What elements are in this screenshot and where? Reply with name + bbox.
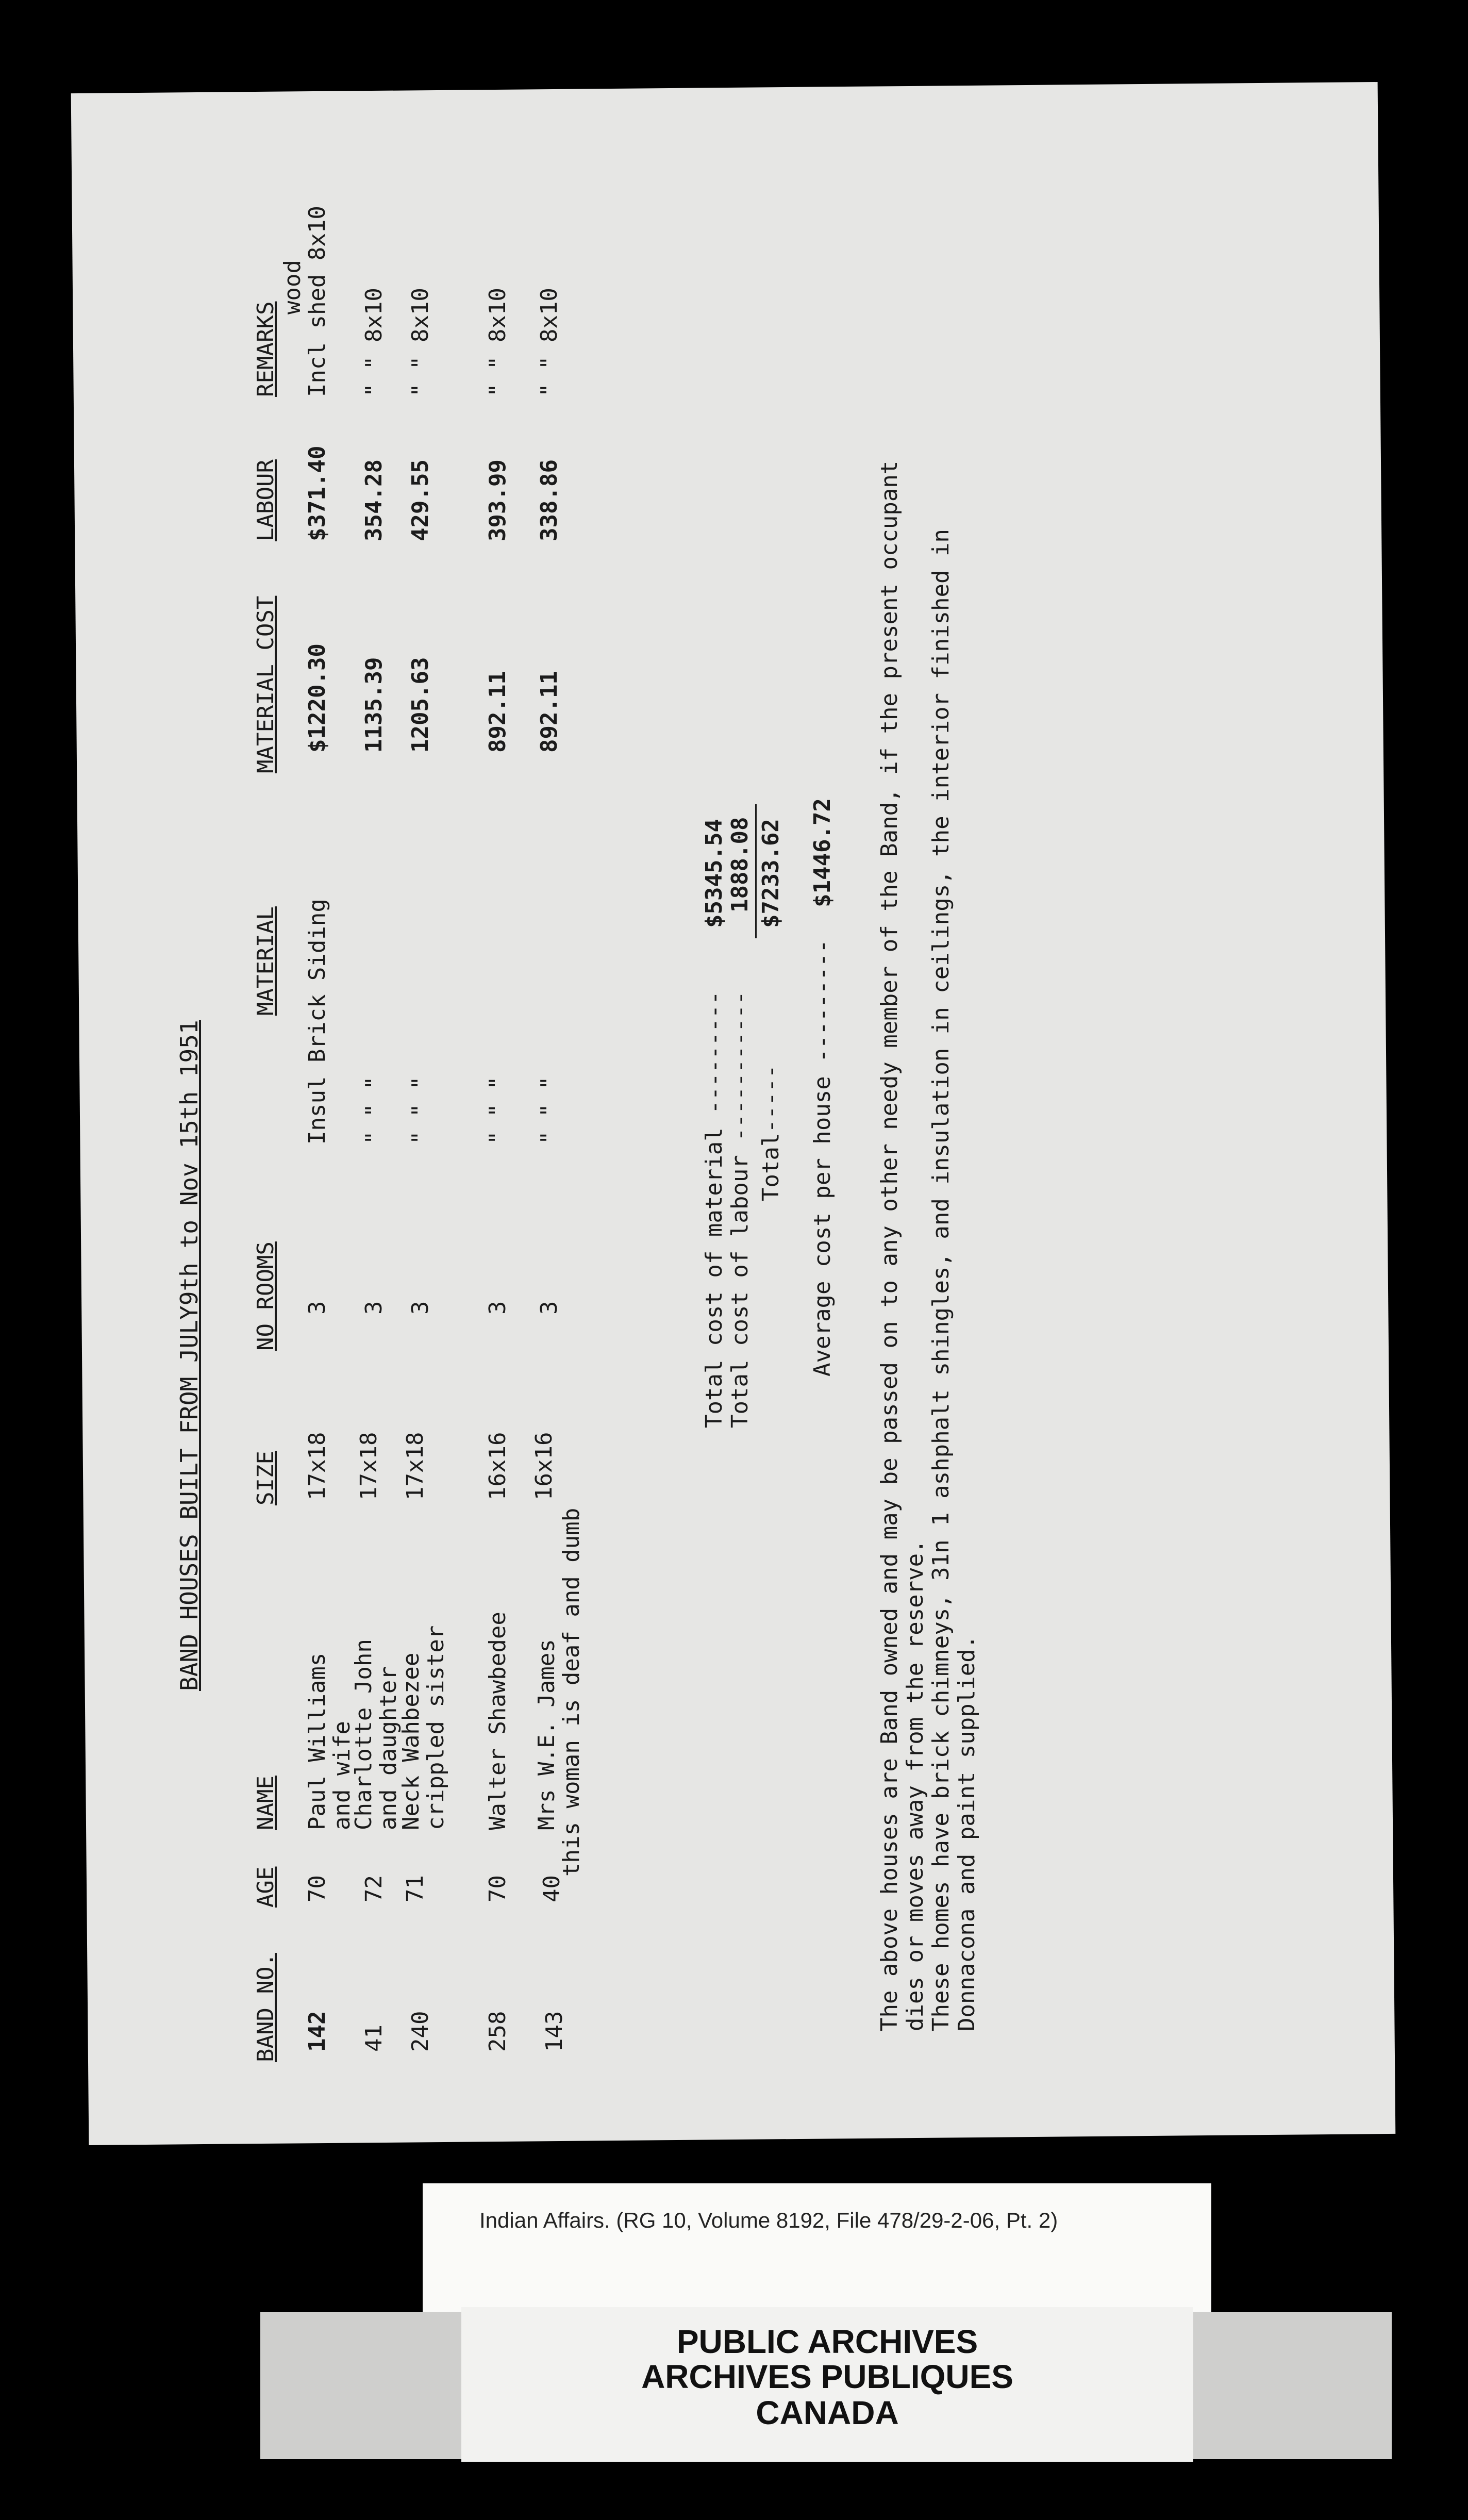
rotated-document-content bbox=[165, 206, 1268, 2062]
cell-name-extra: this woman is deaf and dumb bbox=[558, 1507, 585, 1877]
note-line: Donnacona and paint supplied. bbox=[954, 1635, 980, 2031]
total-labour-label: Total cost of labour ----------- bbox=[727, 991, 753, 1428]
header-age: AGE bbox=[253, 1866, 279, 1908]
cell-labour: $371.40 bbox=[304, 445, 330, 541]
note-line: The above houses are Band owned and may be passed on to any other needy member of the Band, if the present occupant bbox=[876, 460, 903, 2031]
note-line: dies or moves away from the reserve. bbox=[902, 1539, 928, 2031]
total-labour-value: 1888.08 bbox=[727, 817, 753, 913]
cell-size: 16x16 bbox=[485, 1432, 511, 1500]
cell-size: 17x18 bbox=[304, 1432, 330, 1500]
cell-material: " " " bbox=[361, 1076, 387, 1145]
cell-name: Paul Williams bbox=[304, 1652, 330, 1830]
note-line: These homes have brick chimneys, 31n 1 ashphalt shingles, and insulation in ceilings, the interior finished in bbox=[928, 529, 954, 2031]
header-remarks: REMARKS bbox=[253, 301, 279, 397]
archives-stamp-strip bbox=[260, 2312, 1392, 2459]
cell-material-cost: 1205.63 bbox=[407, 657, 433, 753]
average-cost-label: Average cost per house --------- bbox=[809, 939, 836, 1377]
cell-material: " " " bbox=[536, 1076, 562, 1145]
cell-remarks-top: wood bbox=[279, 260, 306, 314]
cell-name-extra: crippled sister bbox=[423, 1625, 449, 1830]
cell-name-extra: and wife bbox=[329, 1721, 355, 1830]
cell-remarks: " " 8x10 bbox=[485, 288, 511, 397]
cell-name: Mrs W.E. James bbox=[533, 1639, 560, 1830]
cell-name: Charlotte John bbox=[351, 1639, 377, 1830]
header-material-cost: MATERIAL COST bbox=[253, 595, 279, 773]
cell-material-cost: 1135.39 bbox=[361, 657, 387, 753]
cell-remarks: " " 8x10 bbox=[361, 288, 387, 397]
stamp-line-1: PUBLIC ARCHIVES bbox=[676, 2323, 978, 2360]
header-name: NAME bbox=[253, 1776, 279, 1830]
cell-rooms: 3 bbox=[536, 1301, 562, 1315]
cell-remarks: " " 8x10 bbox=[536, 288, 562, 397]
cell-material-cost: 892.11 bbox=[485, 671, 511, 753]
archive-reference-text: Indian Affairs. (RG 10, Volume 8192, File 478/29-2-06, Pt. 2) bbox=[479, 2208, 1058, 2232]
stamp-line-2: ARCHIVES PUBLIQUES bbox=[641, 2358, 1013, 2395]
cell-size: 17x18 bbox=[402, 1432, 428, 1500]
header-size: SIZE bbox=[253, 1451, 279, 1505]
stamp-line-3: CANADA bbox=[756, 2394, 899, 2431]
grand-total-value: $7233.62 bbox=[758, 819, 784, 928]
cell-band-no: 143 bbox=[541, 2011, 568, 2052]
header-band-no: BAND NO. bbox=[253, 1953, 279, 2062]
cell-material: Insul Brick Siding bbox=[304, 899, 330, 1145]
cell-rooms: 3 bbox=[407, 1301, 433, 1315]
cell-rooms: 3 bbox=[304, 1301, 330, 1315]
total-rule bbox=[755, 804, 757, 938]
cell-age: 70 bbox=[304, 1875, 330, 1902]
header-material: MATERIAL bbox=[253, 906, 279, 1016]
total-material-label: Total cost of material --------- bbox=[701, 991, 727, 1428]
header-no-rooms: NO ROOMS bbox=[253, 1241, 279, 1351]
header-labour: LABOUR bbox=[253, 459, 279, 541]
total-material-value: $5345.54 bbox=[701, 819, 727, 928]
cell-age: 70 bbox=[485, 1875, 511, 1902]
cell-labour: 338.86 bbox=[536, 459, 562, 541]
cell-band-no: 258 bbox=[485, 2011, 511, 2052]
cell-band-no: 142 bbox=[304, 2011, 330, 2052]
cell-size: 17x18 bbox=[356, 1432, 382, 1500]
cell-remarks: " " 8x10 bbox=[407, 288, 433, 397]
document-title: BAND HOUSES BUILT FROM JULY9th to Nov 15th 1951 bbox=[175, 1020, 203, 1691]
cell-age: 72 bbox=[361, 1875, 387, 1902]
cell-material: " " " bbox=[485, 1076, 511, 1145]
cell-age: 40 bbox=[539, 1875, 565, 1902]
cell-labour: 393.99 bbox=[485, 459, 511, 541]
cell-labour: 429.55 bbox=[407, 459, 433, 541]
cell-age: 71 bbox=[402, 1875, 428, 1902]
cell-name: Neck Wahbezee bbox=[398, 1652, 424, 1830]
cell-remarks: Incl shed 8x10 bbox=[304, 206, 330, 397]
archives-stamp bbox=[461, 2307, 1193, 2462]
grand-total-label: Total----- bbox=[758, 1065, 784, 1201]
cell-labour: 354.28 bbox=[361, 459, 387, 541]
average-cost-value: $1446.72 bbox=[809, 798, 836, 907]
cell-name-extra: and daughter bbox=[375, 1666, 402, 1830]
cell-material-cost: 892.11 bbox=[536, 671, 562, 753]
cell-rooms: 3 bbox=[485, 1301, 511, 1315]
cell-size: 16x16 bbox=[531, 1432, 557, 1500]
cell-name: Walter Shawbedee bbox=[485, 1612, 511, 1830]
cell-band-no: 41 bbox=[361, 2025, 387, 2052]
cell-material-cost: $1220.30 bbox=[304, 643, 330, 753]
cell-rooms: 3 bbox=[361, 1301, 387, 1315]
cell-material: " " " bbox=[407, 1076, 433, 1145]
cell-band-no: 240 bbox=[407, 2011, 433, 2052]
